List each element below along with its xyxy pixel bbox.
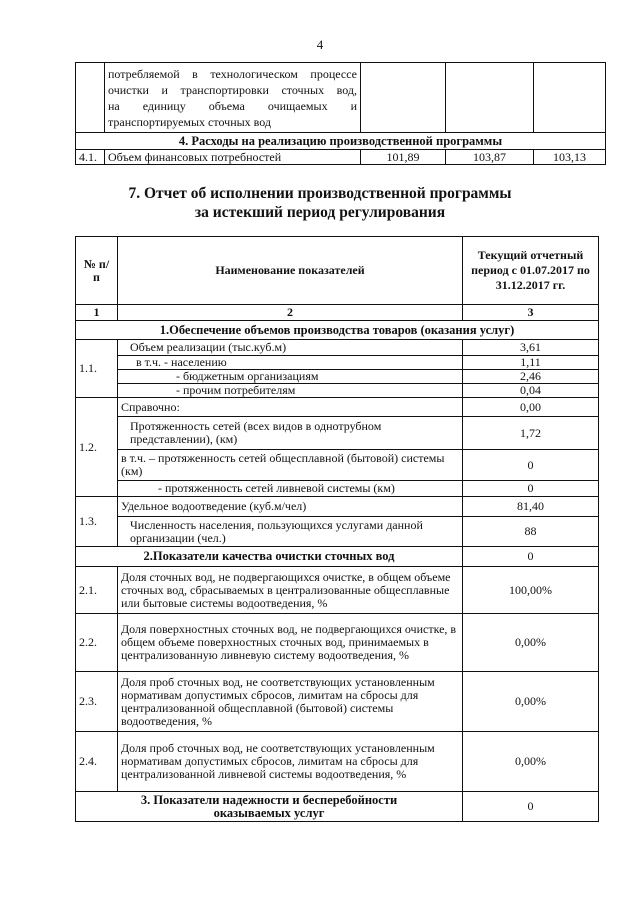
row-4-1-v1: 101,89 <box>361 150 446 165</box>
section-1-header: 1.Обеспечение объемов производства товаров (оказания услуг) <box>76 321 599 340</box>
colnum-1: 1 <box>76 305 118 321</box>
cont-line-1: потребляемой в технологическом процессе <box>108 67 357 81</box>
row-2-3-value: 0,00% <box>463 672 599 732</box>
row-1-1-d-value: 0,04 <box>463 384 599 398</box>
section-2-header: 2.Показатели качества очистки сточных вод <box>76 547 463 567</box>
row-1-1-num: 1.1. <box>76 340 118 398</box>
row-1-2-c-name: в т.ч. – протяженность сетей общесплавной (бытовой) системы (км) <box>118 450 463 481</box>
row-2-2-num: 2.2. <box>76 614 118 672</box>
row-1-1-c-name: - бюджетным организациям <box>118 370 463 384</box>
row-2-4-num: 2.4. <box>76 732 118 792</box>
row-2-1-value: 100,00% <box>463 567 599 614</box>
cont-v1-cell <box>361 63 446 133</box>
row-1-3-num: 1.3. <box>76 497 118 547</box>
row-1-2-c-value: 0 <box>463 450 599 481</box>
row-1-1-a-name: Объем реализации (тыс.куб.м) <box>118 340 463 356</box>
cont-line-3: на единицу объема очищаемых и <box>108 99 357 113</box>
row-1-1-a-value: 3,61 <box>463 340 599 356</box>
title-line-2: за истекший период регулирования <box>194 204 446 221</box>
colnum-2: 2 <box>118 305 463 321</box>
section-4-header: 4. Расходы на реализацию производственной программы <box>76 133 606 150</box>
header-period: Текущий отчетный период с 01.07.2017 по 31.12.2017 гг. <box>463 237 599 305</box>
row-2-4-value: 0,00% <box>463 732 599 792</box>
continuation-table <box>75 62 606 165</box>
cont-v3-cell <box>534 63 606 133</box>
row-1-3-b-value: 88 <box>463 517 599 547</box>
cont-line-4: транспортируемых сточных вод <box>108 115 272 129</box>
row-2-2-value: 0,00% <box>463 614 599 672</box>
row-4-1-num: 4.1. <box>76 150 105 165</box>
row-1-3-a-value: 81,40 <box>463 497 599 517</box>
row-2-2-name: Доля поверхностных сточных вод, не подвергающихся очистке, в общем объеме поверхностных сточных вод, принимаемых в централизованную ливневую систему водоотведения, % <box>118 614 463 672</box>
row-4-1-v3: 103,13 <box>534 150 606 165</box>
row-2-3-name: Доля проб сточных вод, не соответствующих установленным нормативам допустимых сбросов, лимитам на сбросы для централизованной общесплавной (бытовой) системы водоотведения, % <box>118 672 463 732</box>
colnum-3: 3 <box>463 305 599 321</box>
section-2-value: 0 <box>463 547 599 567</box>
row-1-2-b-value: 1,72 <box>463 417 599 450</box>
row-1-2-a-name: Справочно: <box>118 398 463 417</box>
header-name: Наименование показателей <box>118 237 463 305</box>
row-2-1-name: Доля сточных вод, не подвергающихся очистке, в общем объеме сточных вод, сбрасываемых в централизованные общесплавные или бытовые системы водоотведения, % <box>118 567 463 614</box>
row-1-3-b-name: Численность населения, пользующихся услугами данной организации (чел.) <box>118 517 463 547</box>
section-3-header: 3. Показатели надежности и бесперебойности оказываемых услуг <box>76 792 463 822</box>
row-1-2-num: 1.2. <box>76 398 118 497</box>
row-1-2-a-value: 0,00 <box>463 398 599 417</box>
page-number: 4 <box>316 37 324 52</box>
title-line-1: 7. Отчет об исполнении производственной программы <box>128 185 512 202</box>
section-3-value: 0 <box>463 792 599 822</box>
row-1-1-b-value: 1,11 <box>463 356 599 370</box>
cont-text-cell <box>105 63 361 133</box>
row-1-2-b-name: Протяженность сетей (всех видов в однотрубном представлении), (км) <box>118 417 463 450</box>
row-1-1-c-value: 2,46 <box>463 370 599 384</box>
row-4-1-name: Объем финансовых потребностей <box>105 150 361 165</box>
cont-v2-cell <box>446 63 534 133</box>
row-1-1-d-name: - прочим потребителям <box>118 384 463 398</box>
row-2-4-name: Доля проб сточных вод, не соответствующих установленным нормативам допустимых сбросов, лимитам на сбросы для централизованной ливневой системы водоотведения, % <box>118 732 463 792</box>
row-1-1-b-name: в т.ч. - населению <box>118 356 463 370</box>
cont-line-2: очистки и транспортировки сточных вод, <box>108 83 357 97</box>
row-1-2-d-value: 0 <box>463 481 599 497</box>
row-1-2-d-name: - протяженность сетей ливневой системы (км) <box>118 481 463 497</box>
report-table <box>75 236 599 822</box>
row-4-1-v2: 103,87 <box>446 150 534 165</box>
header-num: № п/п <box>76 237 118 305</box>
section-7-title <box>0 184 640 222</box>
row-2-1-num: 2.1. <box>76 567 118 614</box>
cont-num-cell <box>76 63 105 133</box>
row-1-3-a-name: Удельное водоотведение (куб.м/чел) <box>118 497 463 517</box>
row-2-3-num: 2.3. <box>76 672 118 732</box>
